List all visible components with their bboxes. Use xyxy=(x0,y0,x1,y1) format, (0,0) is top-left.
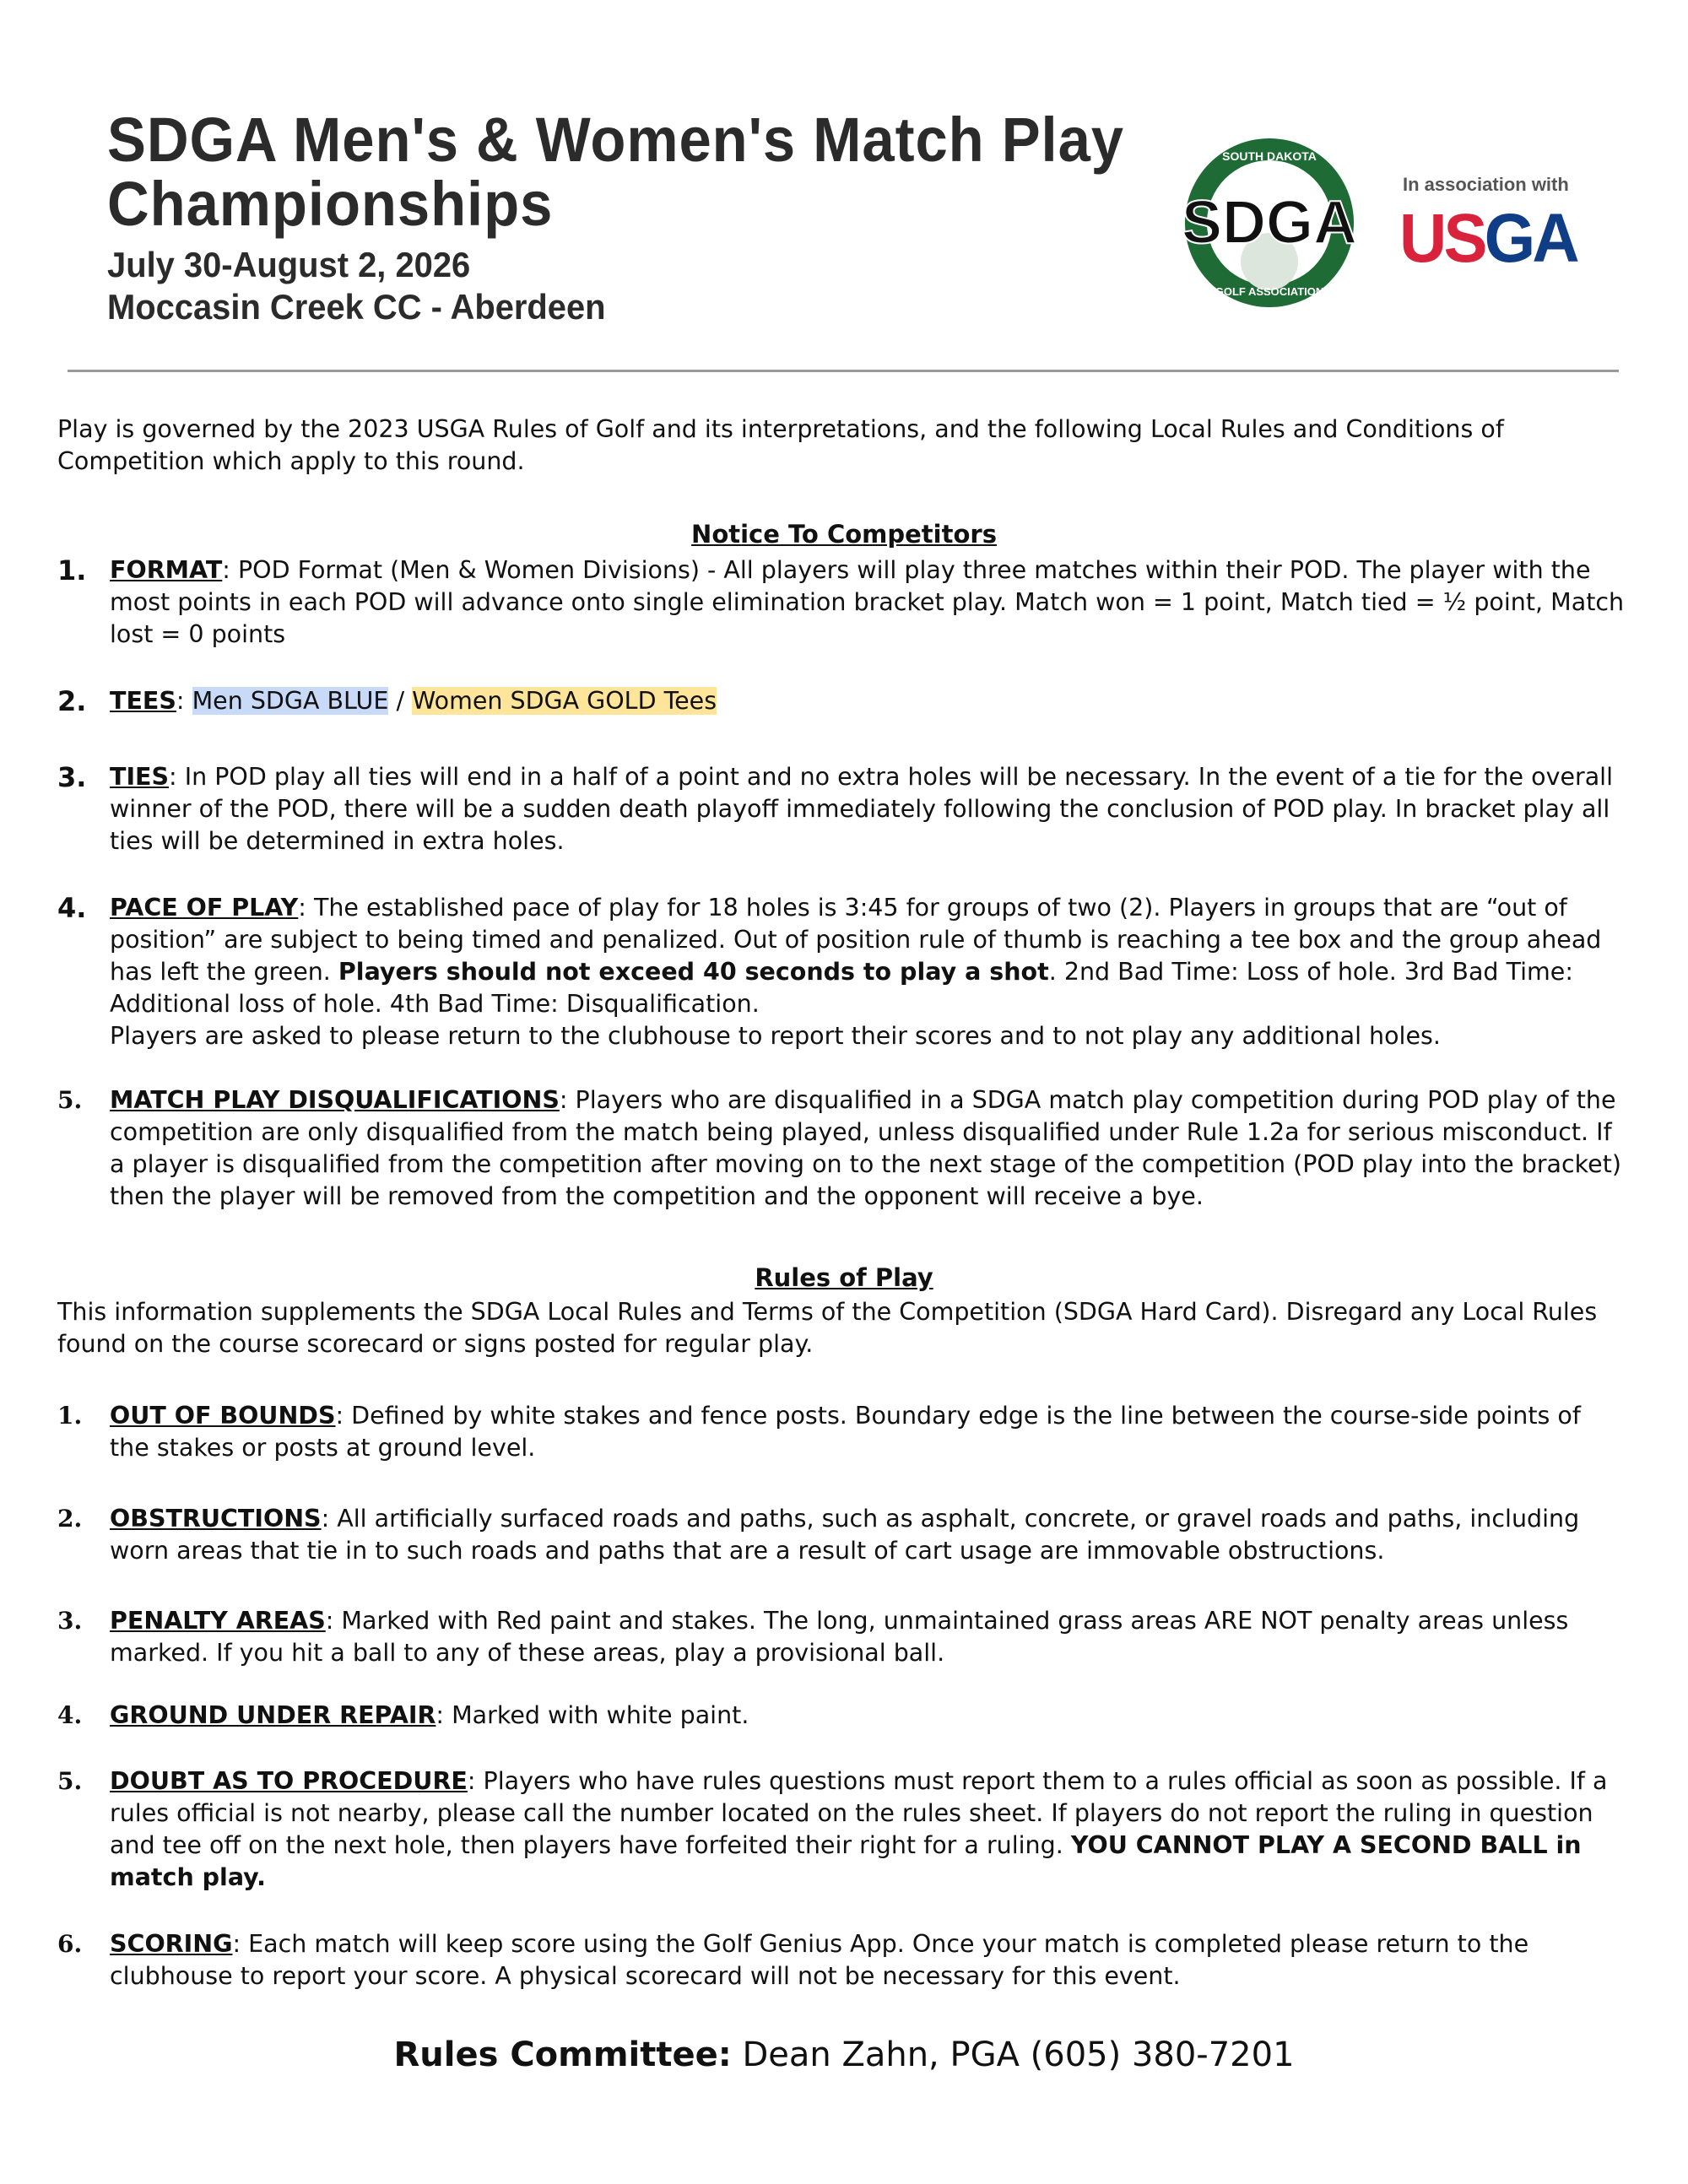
event-venue: Moccasin Creek CC - Aberdeen xyxy=(107,287,606,327)
rules-committee-contact: Rules Committee: Dean Zahn, PGA (605) 380-7201 xyxy=(393,2035,1295,2074)
sdga-logo-text: SDGA xyxy=(1182,189,1357,257)
title-line-2: Championships xyxy=(107,169,554,239)
women-tees: Women SDGA GOLD Tees xyxy=(412,687,717,715)
notice-item-tees: 2. TEES: Men SDGA BLUE / Women SDGA GOLD Tees xyxy=(57,685,717,717)
association-text: In association with xyxy=(1403,174,1569,195)
rules-intro: This information supplements the SDGA Local Rules and Terms of the Competition (SDGA Hard Card). Disregard any Local Rules found on the course scorecard or signs posted for regular play. xyxy=(57,1298,1598,1358)
men-tees: Men SDGA BLUE xyxy=(192,687,389,715)
rule-obstructions: 2. OBSTRUCTIONS: All artificially surfaced roads and paths, such as asphalt, concrete, or gravel roads and paths, including worn areas that tie in to such roads and paths that are a result of cart usage are immovable obstructions. xyxy=(57,1505,1580,1565)
rule-penalty-areas: 3. PENALTY AREAS: Marked with Red paint and stakes. The long, unmaintained grass areas ARE NOT penalty areas unless marked. If you hit a ball to any of these areas, play a provisional ball. xyxy=(57,1607,1569,1667)
rule-doubt-procedure: 5. DOUBT AS TO PROCEDURE: Players who have rules questions must report them to a rules official as soon as possible. If a rules official is not nearby, please call the number located on the rules sheet. If players do not report the ruling in question and tee off on the next hole, then players have forfeited their right for a ruling. YOU CANNOT PLAY A SECOND BALL in match play. xyxy=(57,1767,1608,1891)
rule-out-of-bounds: 1. OUT OF BOUNDS: Defined by white stakes and fence posts. Boundary edge is the line between the course-side points of the stakes or posts at ground level. xyxy=(57,1402,1581,1462)
intro-text: Play is governed by the 2023 USGA Rules of Golf and its interpretations, and the following Local Rules and Conditions of Competition which apply to this round. xyxy=(57,415,1504,475)
rules-heading: Rules of Play xyxy=(755,1263,933,1292)
notice-item-format: 1. FORMAT: POD Format (Men & Women Divisions) - All players will play three matches within their POD. The player with the most points in each POD will advance onto single elimination bracket play. Match won = 1 point, Match tied = ½ point, Match lost = 0 points xyxy=(57,554,1625,648)
sdga-ring-top: SOUTH DAKOTA xyxy=(1222,149,1317,163)
sdga-logo xyxy=(1182,135,1357,311)
page-title xyxy=(107,105,1206,239)
sdga-ring-bottom: GOLF ASSOCIATION xyxy=(1215,285,1324,298)
rule-scoring: 6. SCORING: Each match will keep score using the Golf Genius App. Once your match is completed please return to the clubhouse to report your score. A physical scorecard will not be necessary for this event. xyxy=(57,1930,1529,1990)
header-divider xyxy=(68,370,1619,372)
event-dates: July 30-August 2, 2026 xyxy=(107,245,471,284)
notice-item-dq: 5. MATCH PLAY DISQUALIFICATIONS: Players who are disqualified in a SDGA match play competition during POD play of the competition are only disqualified from the match being played, unless disqualified under Rule 1.2a for serious misconduct. If a player is disqualified from the competition after moving on to the next stage of the competition (POD play into the bracket) then the player will be removed from the competition and the opponent will receive a bye. xyxy=(57,1086,1621,1210)
notice-heading: Notice To Competitors xyxy=(691,520,997,549)
usga-logo: USGA xyxy=(1399,200,1577,277)
notice-item-ties: 3. TIES: In POD play all ties will end in a half of a point and no extra holes will be necessary. In the event of a tie for the overall winner of the POD, there will be a sudden death playoff immediately following the conclusion of POD play. In bracket play all ties will be determined in extra holes. xyxy=(57,761,1614,855)
rule-ground-under-repair: 4. GROUND UNDER REPAIR: Marked with white paint. xyxy=(57,1701,749,1729)
notice-item-pace: 4. PACE OF PLAY: The established pace of play for 18 holes is 3:45 for groups of two (2). Players in groups that are “out of position” are subject to being timed and penalized. Out of position rule of thumb is reaching a tee box and the group ahead has left the green. Players should not exceed 40 seconds to play a shot. 2nd Bad Time: Loss of hole. 3rd Bad Time: Additional loss of hole. 4th Bad Time: Disqualification. Players are asked to please return to the clubhouse to report their scores and to not play any additional holes. xyxy=(57,892,1602,1050)
title-line-1: SDGA Men's & Women's Match Play xyxy=(107,105,1124,175)
